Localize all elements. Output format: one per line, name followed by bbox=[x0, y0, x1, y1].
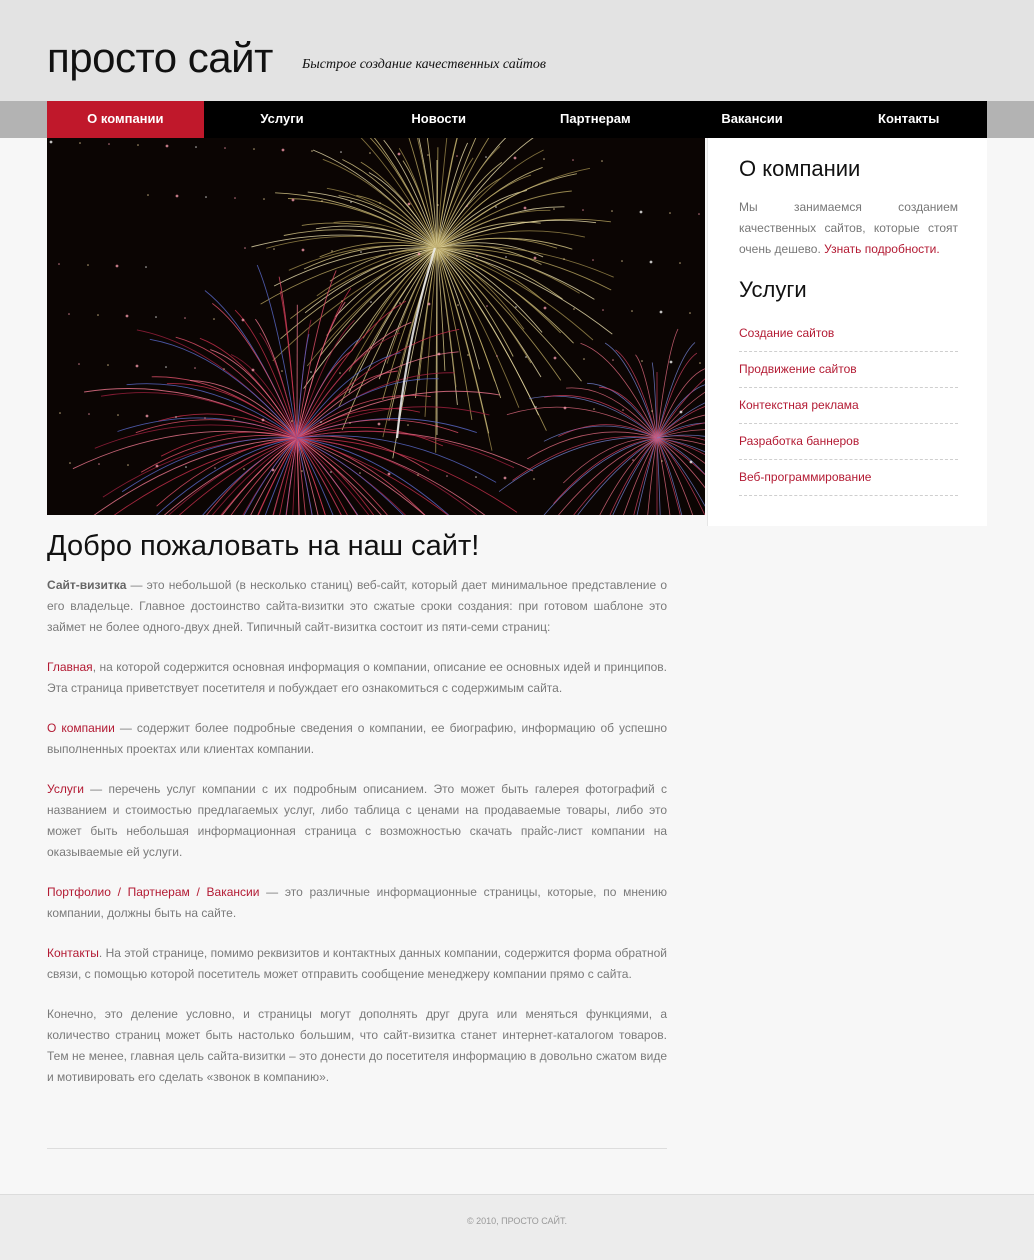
page-title: Добро пожаловать на наш сайт! bbox=[47, 530, 480, 562]
nav-item-news[interactable]: Новости bbox=[411, 111, 466, 126]
copyright-text: © 2010, ПРОСТО САЙТ. bbox=[467, 1216, 567, 1226]
home-link[interactable]: Главная bbox=[47, 660, 93, 674]
sidebar-services-heading: Услуги bbox=[739, 277, 807, 302]
services-list bbox=[739, 316, 958, 496]
site-footer bbox=[0, 1194, 1034, 1260]
nav-item-vacancies[interactable]: Вакансии bbox=[721, 111, 783, 126]
service-link-context-ads[interactable]: Контекстная реклама bbox=[739, 388, 958, 424]
portfolio-desc: — это различные информационные страницы, которые, по мнению компании, должны быть на сайте. bbox=[47, 885, 667, 920]
about-text: Мы занимаемся созданием качественных сайтов, которые стоят очень дешево. bbox=[739, 200, 958, 256]
service-link-sites[interactable]: Создание сайтов bbox=[739, 316, 958, 352]
nav-item-partners[interactable]: Партнерам bbox=[560, 111, 631, 126]
paragraph-home bbox=[47, 657, 667, 699]
nav-item-about[interactable]: О компании bbox=[47, 101, 204, 138]
sidebar-about-text bbox=[739, 197, 958, 260]
paragraph-intro bbox=[47, 575, 667, 638]
sidebar-about-heading: О компании bbox=[739, 156, 861, 181]
paragraph-portfolio bbox=[47, 882, 667, 924]
service-link-web-programming[interactable]: Веб-программирование bbox=[739, 460, 958, 496]
service-link-banners[interactable]: Разработка баннеров bbox=[739, 424, 958, 460]
about-desc: — содержит более подробные сведения о компании, ее биографию, информацию об успешно выполненных проектах или клиентах компании. bbox=[47, 721, 667, 756]
site-header bbox=[0, 0, 1034, 101]
paragraph-contacts bbox=[47, 943, 667, 985]
home-text: , на которой содержится основная информация о компании, описание ее основных идей и принципов. Эта страница приветствует посетителя и побуждает его ознакомиться с содержимым сайта. bbox=[47, 660, 667, 695]
contacts-desc: . На этой странице, помимо реквизитов и контактных данных компании, содержится форма обратной связи, с помощью которой посетитель может отправить сообщение менеджеру компании прямо с сайта. bbox=[47, 946, 667, 981]
intro-text: — это небольшой (в несколько станиц) веб-сайт, который дает минимальное представление о его владельце. Главное достоинство сайта-визитки это сжатые сроки создания: при готовом шаблоне это займет не более одного-двух дней. Типичный сайт-визитка состоит из пяти-семи страниц: bbox=[47, 578, 667, 634]
portfolio-link[interactable]: Портфолио / Партнерам / Вакансии bbox=[47, 885, 260, 899]
main-content bbox=[47, 575, 667, 1107]
services-link[interactable]: Услуги bbox=[47, 782, 84, 796]
content-divider bbox=[47, 1148, 667, 1149]
site-slogan: Быстрое создание качественных сайтов bbox=[302, 57, 546, 72]
contacts-link[interactable]: Контакты bbox=[47, 946, 99, 960]
service-link-promotion[interactable]: Продвижение сайтов bbox=[739, 352, 958, 388]
about-link[interactable]: О компании bbox=[47, 721, 115, 735]
about-more-link[interactable]: Узнать подробности. bbox=[824, 242, 940, 256]
paragraph-about bbox=[47, 718, 667, 760]
paragraph-services bbox=[47, 779, 667, 863]
main-nav bbox=[47, 101, 987, 138]
nav-item-contacts[interactable]: Контакты bbox=[878, 111, 940, 126]
hero-fireworks-image bbox=[47, 138, 705, 515]
fireworks-graphic bbox=[47, 138, 705, 515]
nav-item-services[interactable]: Услуги bbox=[260, 111, 304, 126]
services-desc: — перечень услуг компании с их подробным описанием. Это может быть галерея фотографий с названием и стоимостью предлагаемых услуг, либо таблица с ценами на продаваемые товары, либо это может быть небольшая информационная страница с возможностью скачать прайс-лист компании на оказываемые ей услуги. bbox=[47, 782, 667, 859]
intro-bold: Сайт-визитка bbox=[47, 578, 127, 592]
sidebar bbox=[707, 138, 987, 526]
paragraph-conclusion: Конечно, это деление условно, и страницы могут дополнять друг друга или меняться функциями, а количество страниц может быть настолько большим, что сайт-визитка станет интернет-каталогом товаров. Тем не менее, главная цель сайта-визитки – это донести до посетителя информацию в довольно сжатом виде и мотивировать его сделать «звонок в компанию». bbox=[47, 1007, 667, 1084]
site-title[interactable]: просто сайт bbox=[47, 34, 273, 81]
